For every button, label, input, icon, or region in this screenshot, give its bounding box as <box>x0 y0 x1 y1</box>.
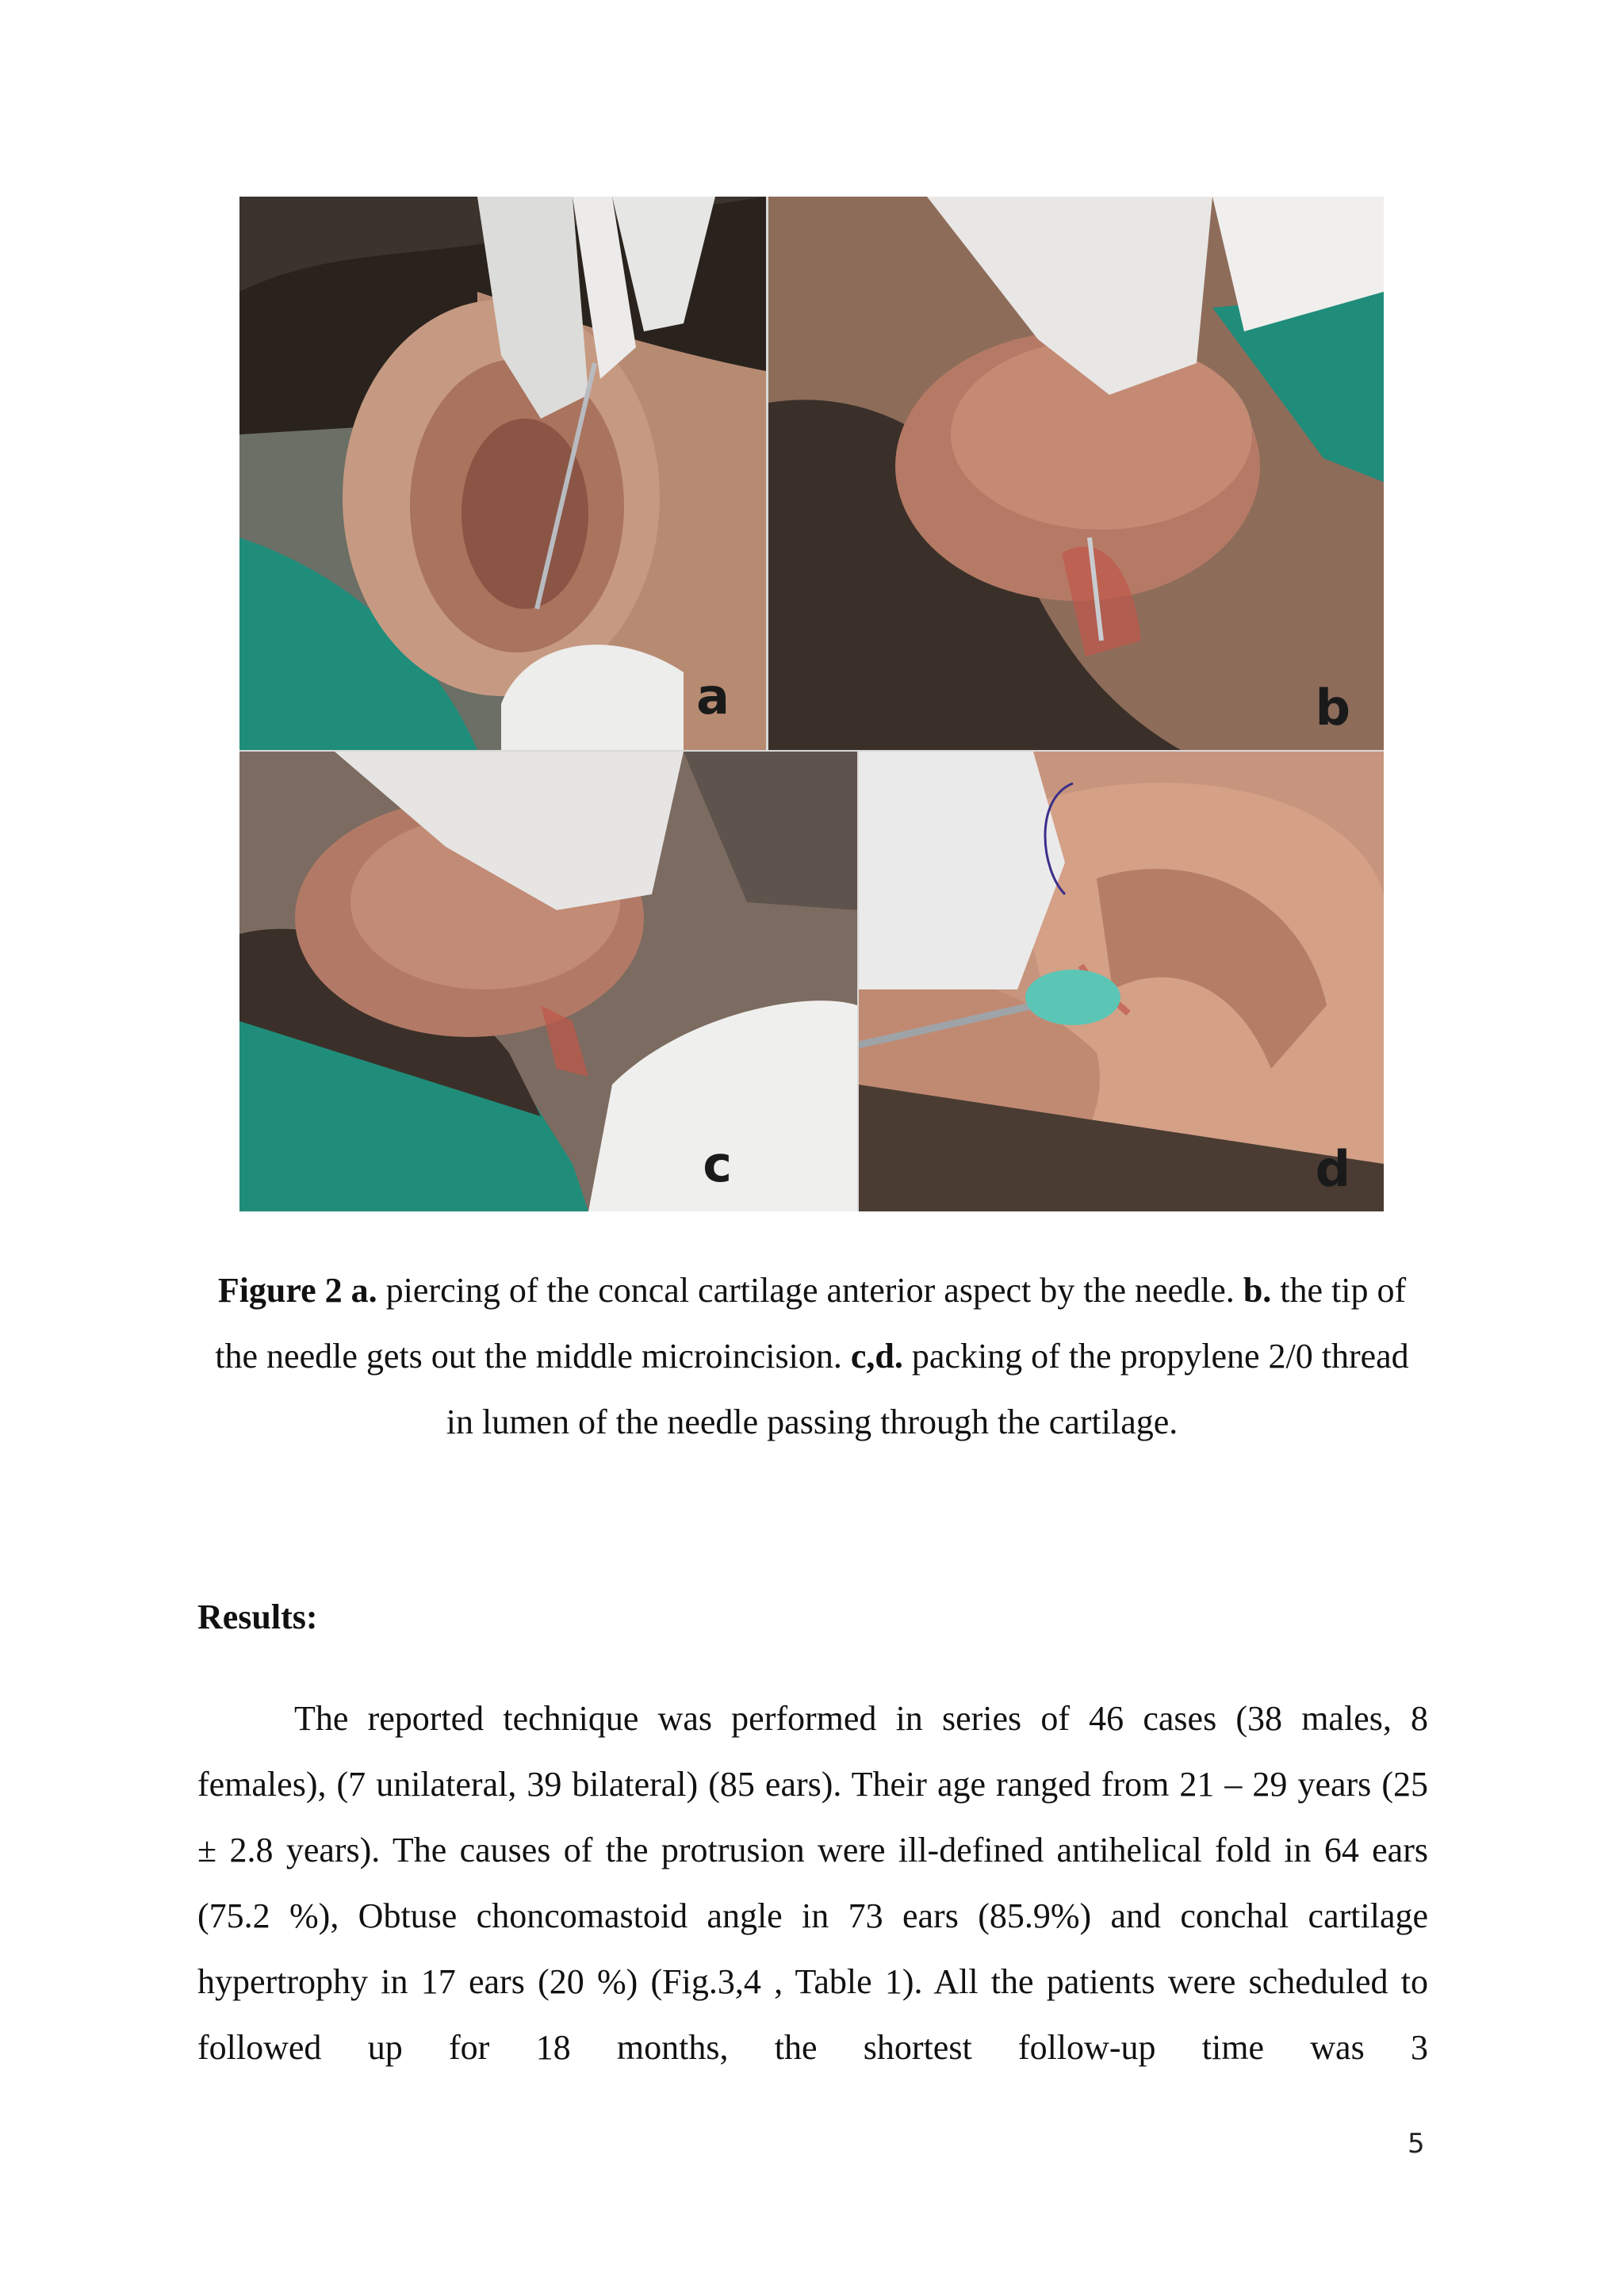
caption-text-cd: packing of the propylene 2/0 thread in lumen of the needle passing through the cartilage. <box>446 1337 1409 1441</box>
panel-label-c: c <box>703 1135 732 1193</box>
ear-photo-d <box>859 752 1384 1211</box>
page-number: 5 <box>1408 2128 1425 2160</box>
figure-panel-d <box>859 752 1384 1211</box>
figure-collage <box>239 197 1384 1211</box>
ear-photo-c <box>239 752 857 1211</box>
panel-label-a: a <box>696 668 730 725</box>
ear-photo-b <box>768 197 1384 750</box>
figure-panel-c <box>239 752 857 1211</box>
caption-label-a: a. <box>350 1271 377 1310</box>
ear-photo-a <box>239 197 766 750</box>
results-paragraph: The reported technique was performed in series of 46 cases (38 males, 8 females), (7 unilateral, 39 bilateral) (85 ears). Their age ranged from 21 – 29 years (25 ± 2.8 years). The causes of the protrusion were ill-defined antihelical fold in 64 ears (75.2 %), Obtuse choncomastoid angle in 73 ears (85.9%) and conchal cartilage hypertrophy in 17 ears (20 %) (Fig.3,4 , Table 1). All the patients were scheduled to followed up for 18 months, the shortest follow-up time was 3 <box>197 1699 1428 2067</box>
results-heading: Results: <box>197 1598 318 1636</box>
panel-label-d: d <box>1315 1140 1350 1198</box>
caption-label-b: b. <box>1243 1271 1272 1310</box>
caption-text-a: piercing of the concal cartilage anterior aspect by the needle. <box>385 1271 1235 1310</box>
caption-label-cd: c,d. <box>850 1337 903 1376</box>
panel-label-b: b <box>1315 679 1350 737</box>
figure-panel-a <box>239 197 766 750</box>
caption-text-b: the tip of the needle gets out the middle microincision. <box>215 1271 1407 1376</box>
figure-caption <box>198 1257 1426 1455</box>
figure-panel-b <box>768 197 1384 750</box>
caption-figure-label: Figure 2 <box>217 1271 343 1310</box>
results-body <box>197 1686 1428 2080</box>
